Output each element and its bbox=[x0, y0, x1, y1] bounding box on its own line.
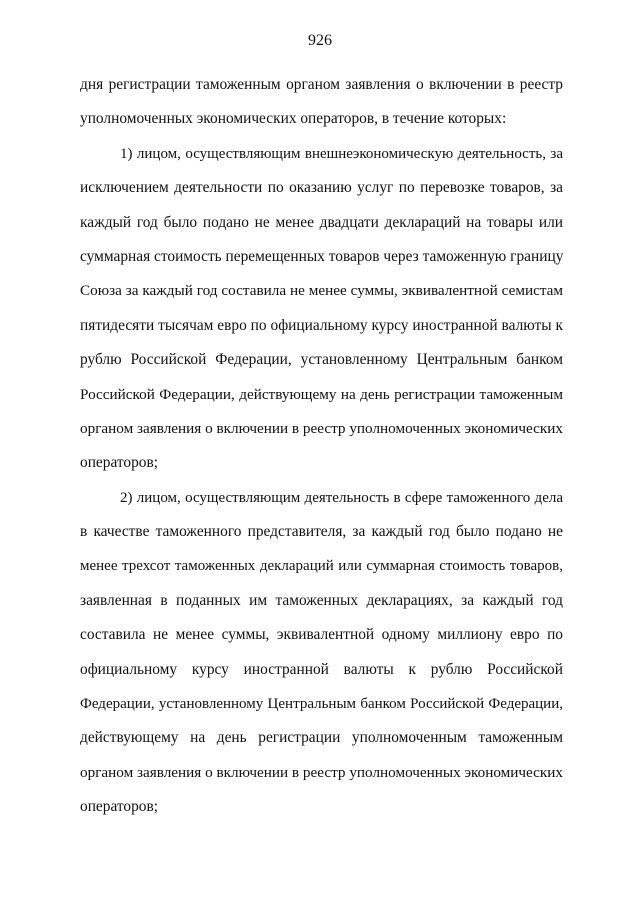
text-line: дня регистрации таможенным органом заявления о включении в реестр bbox=[80, 76, 563, 93]
text-line: составила не менее суммы, эквивалентной одному миллиону евро по bbox=[80, 626, 563, 644]
text-line: действующему на день регистрации уполномоченным таможенным bbox=[80, 729, 563, 747]
text-line: уполномоченных экономических операторов, в течение которых: bbox=[80, 110, 507, 128]
text-line: Федерации, установленному Центральным банком Российской Федерации, bbox=[80, 696, 563, 713]
text-line: 2) лицом, осуществляющим деятельность в сфере таможенного дела bbox=[120, 489, 563, 506]
text-line: операторов; bbox=[80, 798, 159, 816]
text-line: органом заявления о включении в реестр уполномоченных экономических bbox=[80, 763, 563, 781]
text-line: официальному курсу иностранной валюты к рублю Российской bbox=[80, 660, 563, 678]
text-line: операторов; bbox=[80, 454, 159, 472]
text-line: Российской Федерации, действующему на день регистрации таможенным bbox=[80, 385, 563, 403]
text-line: исключением деятельности по оказанию услуг по перевозке товаров, за bbox=[80, 179, 563, 197]
text-line: органом заявления о включении в реестр уполномоченных экономических bbox=[80, 419, 563, 437]
text-line: в качестве таможенного представителя, за каждый год было подано не bbox=[80, 523, 563, 541]
page-number: 926 bbox=[308, 32, 332, 49]
text-line: 1) лицом, осуществляющим внешнеэкономическую деятельность, за bbox=[120, 145, 563, 162]
text-line: заявленная в поданных им таможенных декларациях, за каждый год bbox=[80, 591, 563, 609]
document-body bbox=[80, 68, 563, 825]
text-line: Союза за каждый год составила не менее суммы, эквивалентной семистам bbox=[80, 282, 563, 300]
text-line: суммарная стоимость перемещенных товаров через таможенную границу bbox=[80, 247, 564, 265]
text-line: рублю Российской Федерации, установленному Центральным банком bbox=[80, 351, 563, 369]
text-line: каждый год было подано не менее двадцати деклараций на товары или bbox=[80, 213, 563, 231]
text-line: менее трехсот таможенных деклараций или суммарная стоимость товаров, bbox=[80, 558, 563, 575]
text-line: пятидесяти тысячам евро по официальному курсу иностранной валюты к bbox=[80, 316, 563, 334]
